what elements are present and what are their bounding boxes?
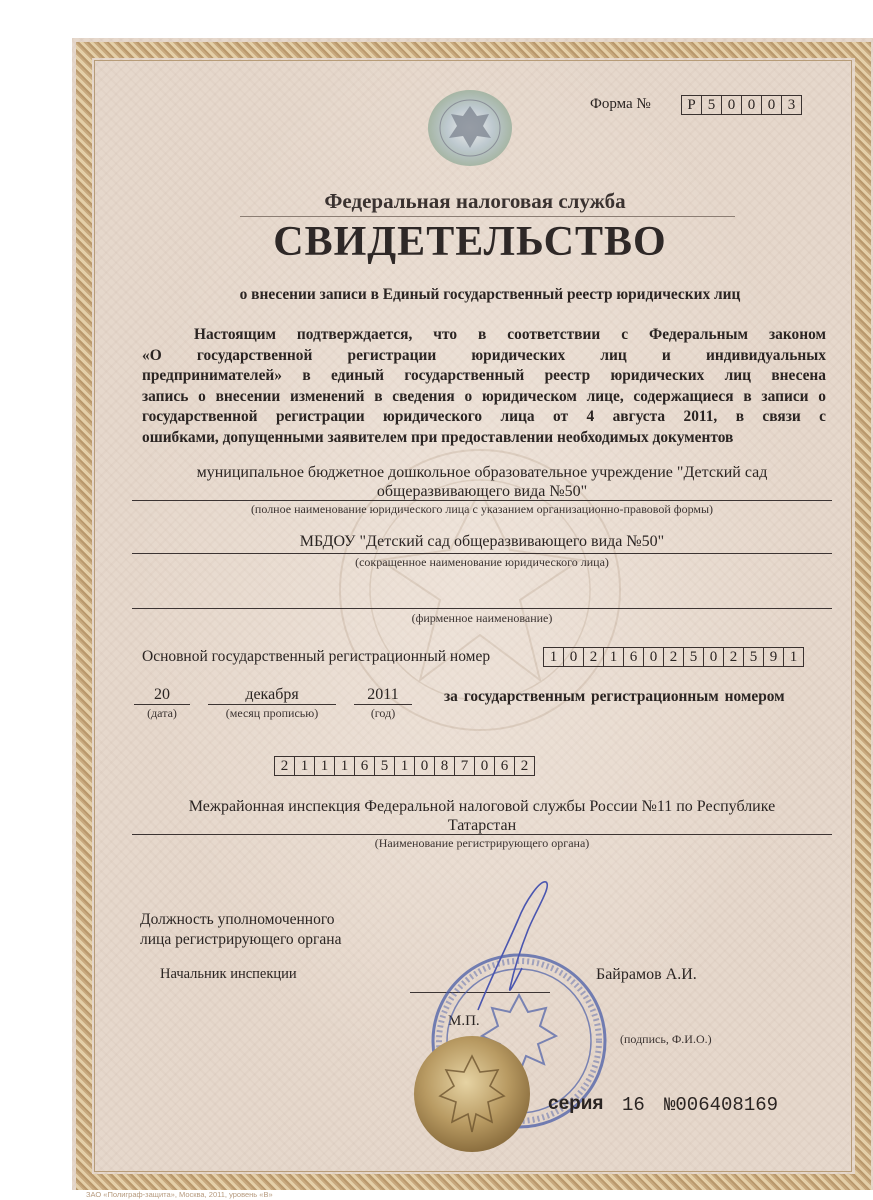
ogrn-digit: 1 (603, 647, 624, 667)
entity-short-name: МБДОУ "Детский сад общеразвивающего вида №50" (299, 533, 665, 550)
grn-digit: 2 (514, 756, 535, 776)
body-line: запись о внесении изменений в сведения о юридическом лице, содержащиеся в записи о (142, 387, 826, 405)
gold-hologram-seal-icon (412, 1034, 532, 1154)
form-code-char: 0 (741, 95, 762, 115)
certification-text (142, 325, 826, 448)
form-code-char: 5 (701, 95, 722, 115)
full-name-rule (132, 500, 832, 501)
grn-digit: 5 (374, 756, 395, 776)
signature-hint: (подпись, Ф.И.О.) (620, 1032, 712, 1046)
serial-series: 16 (622, 1094, 645, 1116)
year-rule (354, 704, 412, 705)
authority-line: Татарстан (447, 817, 517, 834)
official-name: Байрамов А.И. (596, 966, 697, 983)
ogrn-digit: 9 (763, 647, 784, 667)
header-rule (240, 216, 735, 217)
body-line: государственной регистрации юридического лица от 4 августа 2011, в связи с (142, 408, 826, 425)
official-position: Начальник инспекции (160, 966, 297, 982)
entity-full-name-line: общеразвивающего вида №50" (376, 483, 588, 500)
ogrn-digit: 0 (563, 647, 584, 667)
serial-number: №006408169 (664, 1094, 779, 1116)
form-code (682, 95, 802, 115)
ogrn-digit: 5 (743, 647, 764, 667)
entity-full-name-line: муниципальное бюджетное дошкольное образовательное учреждение "Детский сад (196, 464, 768, 481)
ogrn-digit: 0 (703, 647, 724, 667)
date-year: 2011 (367, 686, 399, 703)
stamp-place: М.П. (448, 1013, 480, 1029)
form-code-char: 0 (761, 95, 782, 115)
grn-digit: 6 (354, 756, 375, 776)
grn-digit: 1 (334, 756, 355, 776)
position-caption-line: Должность уполномоченного (140, 911, 335, 928)
ogrn-digit: 1 (543, 647, 564, 667)
handwritten-signature-icon (470, 870, 560, 1020)
grn-digit: 6 (494, 756, 515, 776)
ogrn-digit: 5 (683, 647, 704, 667)
grn-number (275, 756, 535, 776)
document-subtitle: о внесении записи в Единый государственный реестр юридических лиц (239, 286, 741, 303)
grn-digit: 1 (394, 756, 415, 776)
grn-digit: 1 (294, 756, 315, 776)
position-caption (140, 910, 341, 950)
grn-digit: 2 (274, 756, 295, 776)
day-hint: (дата) (147, 706, 177, 720)
day-rule (134, 704, 190, 705)
ogrn-digit: 0 (643, 647, 664, 667)
body-line: Настоящим подтверждается, что в соответствии с Федеральным законом (194, 326, 826, 343)
short-name-hint: (сокращенное наименование юридического лица) (355, 555, 609, 569)
ogrn-label: Основной государственный регистрационный номер (142, 648, 491, 665)
ogrn-digit: 1 (783, 647, 804, 667)
date-month: декабря (245, 686, 299, 703)
grn-digit: 8 (434, 756, 455, 776)
form-code-char: Р (681, 95, 702, 115)
grn-digit: 7 (454, 756, 475, 776)
body-line: ошибками, допущенными заявителем при предоставлении необходимых документов (142, 428, 734, 446)
ogrn-digit: 2 (583, 647, 604, 667)
hologram-emblem-icon (425, 88, 515, 168)
brand-name-hint: (фирменное наименование) (411, 611, 553, 625)
month-hint: (месяц прописью) (225, 706, 319, 720)
date-day: 20 (154, 686, 170, 703)
ogrn-digit: 2 (723, 647, 744, 667)
authority-rule (132, 834, 832, 835)
year-hint: (год) (370, 706, 396, 720)
authority-hint: (Наименование регистрирующего органа) (374, 836, 590, 850)
grn-digit: 1 (314, 756, 335, 776)
document-title: СВИДЕТЕЛЬСТВО (273, 219, 667, 265)
entity-full-name (132, 463, 832, 501)
month-rule (208, 704, 336, 705)
ogrn-digit: 6 (623, 647, 644, 667)
form-code-char: 0 (721, 95, 742, 115)
grn-digit: 0 (414, 756, 435, 776)
grn-digit: 0 (474, 756, 495, 776)
short-name-rule (132, 553, 832, 554)
brand-name-rule (132, 608, 832, 609)
form-label: Форма № (590, 96, 651, 112)
ogrn-number (544, 647, 804, 667)
body-line: предпринимателей» в единый государственный реестр юридических лиц внесена (142, 367, 826, 384)
full-name-hint: (полное наименование юридического лица с указанием организационно-правовой формы) (250, 502, 714, 516)
position-caption-line: лица регистрирующего органа (140, 931, 342, 948)
registering-authority (132, 797, 832, 835)
printer-note: ЗАО «Полиграф-защита», Москва, 2011, уровень «В» (86, 1190, 273, 1199)
authority-line: Межрайонная инспекция Федеральной налоговой службы России №11 по Республике (188, 798, 776, 815)
serial-label: серия (548, 1093, 604, 1114)
agency-name: Федеральная налоговая служба (324, 189, 626, 213)
form-code-char: 3 (781, 95, 802, 115)
body-line: «О государственной регистрации юридических лиц и индивидуальных (142, 346, 826, 364)
ogrn-digit: 2 (663, 647, 684, 667)
reg-number-label: за государственным регистрационным номером (444, 688, 785, 705)
